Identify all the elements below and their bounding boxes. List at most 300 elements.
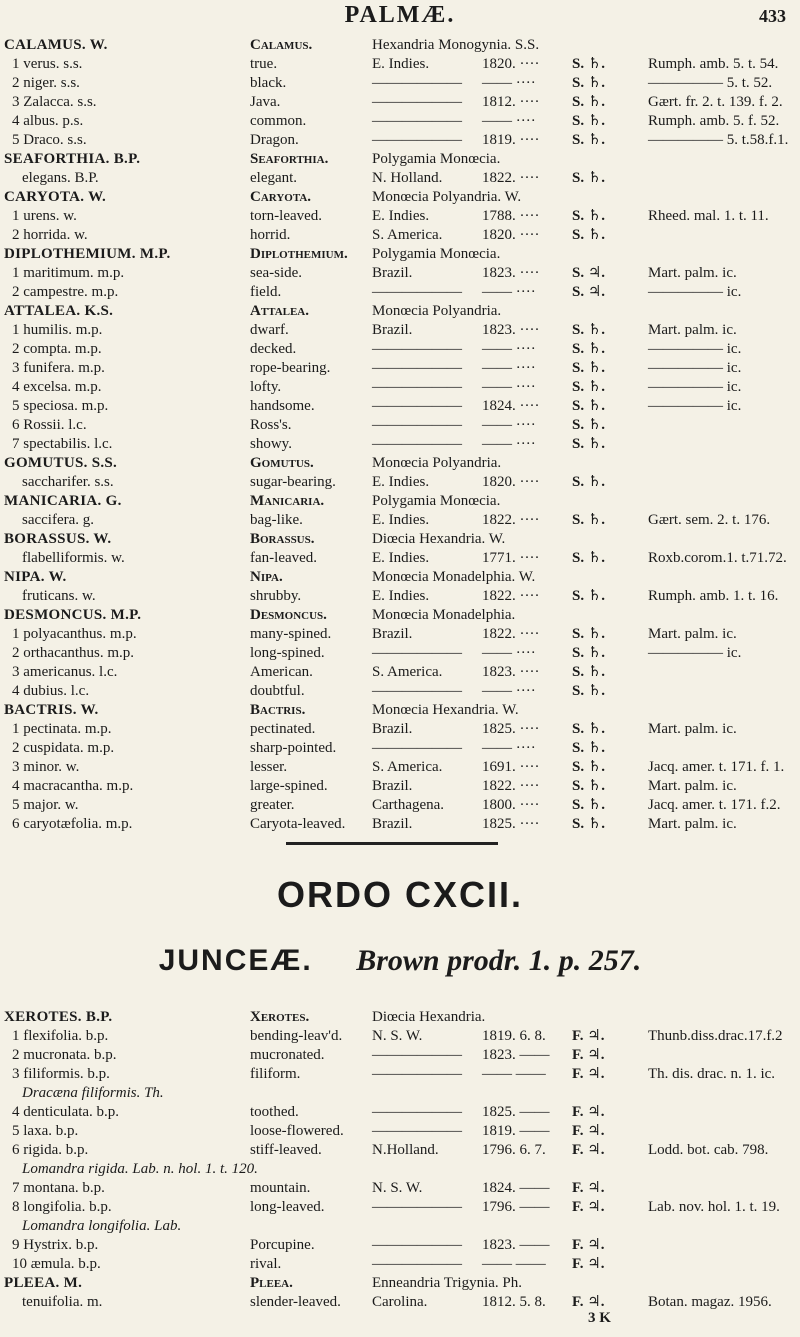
species-row bbox=[0, 682, 800, 701]
common-name: rival. bbox=[250, 1256, 282, 1272]
genus-vernacular: Calamus. bbox=[250, 37, 313, 53]
taxon-name: 3 filiformis. b.p. bbox=[12, 1066, 110, 1082]
genus-row bbox=[0, 568, 800, 587]
introduction-year: 1788. ···· bbox=[482, 208, 540, 224]
figure-reference: Gært. fr. 2. t. 139. f. 2. bbox=[648, 94, 783, 110]
native-country: N. S. W. bbox=[372, 1028, 423, 1044]
figure-reference: Mart. palm. ic. bbox=[648, 626, 737, 642]
native-country: —————— bbox=[372, 341, 462, 357]
common-name: mucronated. bbox=[250, 1047, 325, 1063]
figure-reference: ————— ic. bbox=[648, 645, 742, 661]
taxon-name: 8 longifolia. b.p. bbox=[12, 1199, 112, 1215]
taxon-name: Dracæna filiformis. Th. bbox=[22, 1085, 164, 1101]
taxon-name: 2 cuspidata. m.p. bbox=[12, 740, 115, 756]
taxon-name: 1 maritimum. m.p. bbox=[12, 265, 125, 281]
native-country: E. Indies. bbox=[372, 550, 430, 566]
linnaean-class: Polygamia Monœcia. bbox=[372, 151, 501, 167]
native-country: Brazil. bbox=[372, 816, 413, 832]
species-row bbox=[0, 1141, 800, 1160]
species-row bbox=[0, 644, 800, 663]
genus-row bbox=[0, 245, 800, 264]
common-name: filiform. bbox=[250, 1066, 301, 1082]
palmae-catalogue-section bbox=[0, 36, 800, 834]
habit-symbol: S. ♃. bbox=[572, 284, 606, 300]
introduction-year: —— —— bbox=[482, 1066, 546, 1082]
genus-vernacular: Borassus. bbox=[250, 531, 315, 547]
native-country: —————— bbox=[372, 113, 462, 129]
introduction-year: 1822. ···· bbox=[482, 778, 540, 794]
species-row bbox=[0, 796, 800, 815]
habit-symbol: S. ♄. bbox=[572, 645, 606, 661]
species-row bbox=[0, 112, 800, 131]
taxon-name: 6 Rossii. l.c. bbox=[12, 417, 87, 433]
introduction-year: 1822. ···· bbox=[482, 170, 540, 186]
taxon-name: 3 minor. w. bbox=[12, 759, 80, 775]
tribe-reference: Brown prodr. 1. p. 257. bbox=[356, 944, 642, 977]
common-name: many-spined. bbox=[250, 626, 332, 642]
habit-symbol: S. ♄. bbox=[572, 436, 606, 452]
native-country: —————— bbox=[372, 360, 462, 376]
native-country: N. S. W. bbox=[372, 1180, 423, 1196]
taxon-name: DESMONCUS. M.P. bbox=[4, 607, 142, 623]
taxon-name: BACTRIS. W. bbox=[4, 702, 99, 718]
taxon-name: 1 flexifolia. b.p. bbox=[12, 1028, 109, 1044]
linnaean-class: Monœcia Hexandria. W. bbox=[372, 702, 519, 718]
common-name: dwarf. bbox=[250, 322, 289, 338]
genus-vernacular: Xerotes. bbox=[250, 1009, 310, 1025]
common-name: slender-leaved. bbox=[250, 1294, 341, 1310]
common-name: loose-flowered. bbox=[250, 1123, 344, 1139]
genus-vernacular: Diplothemium. bbox=[250, 246, 348, 262]
native-country: —————— bbox=[372, 1104, 462, 1120]
habit-symbol: S. ♄. bbox=[572, 740, 606, 756]
habit-symbol: S. ♄. bbox=[572, 797, 606, 813]
native-country: —————— bbox=[372, 683, 462, 699]
species-row bbox=[0, 55, 800, 74]
native-country: —————— bbox=[372, 1123, 462, 1139]
habit-symbol: S. ♄. bbox=[572, 379, 606, 395]
native-country: —————— bbox=[372, 1256, 462, 1272]
habit-symbol: S. ♄. bbox=[572, 512, 606, 528]
taxon-name: ATTALEA. K.S. bbox=[4, 303, 114, 319]
common-name: long-leaved. bbox=[250, 1199, 325, 1215]
figure-reference: ————— ic. bbox=[648, 398, 742, 414]
junceae-catalogue-section bbox=[0, 1008, 800, 1312]
genus-vernacular: Desmoncus. bbox=[250, 607, 327, 623]
figure-reference: Jacq. amer. t. 171. f.2. bbox=[648, 797, 781, 813]
tribe-name: JUNCEÆ. bbox=[158, 944, 313, 977]
figure-reference: Mart. palm. ic. bbox=[648, 816, 737, 832]
taxon-name: 4 excelsa. m.p. bbox=[12, 379, 102, 395]
species-row bbox=[0, 1255, 800, 1274]
habit-symbol: S. ♄. bbox=[572, 227, 606, 243]
linnaean-class: Polygamia Monœcia. bbox=[372, 493, 501, 509]
species-row bbox=[0, 1084, 800, 1103]
introduction-year: 1820. ···· bbox=[482, 56, 540, 72]
native-country: E. Indies. bbox=[372, 512, 430, 528]
taxon-name: fruticans. w. bbox=[22, 588, 96, 604]
introduction-year: —— ···· bbox=[482, 740, 536, 756]
species-row bbox=[0, 340, 800, 359]
linnaean-class: Polygamia Monœcia. bbox=[372, 246, 501, 262]
introduction-year: —— ···· bbox=[482, 341, 536, 357]
genus-row bbox=[0, 188, 800, 207]
habit-symbol: S. ♄. bbox=[572, 341, 606, 357]
common-name: shrubby. bbox=[250, 588, 302, 604]
native-country: —————— bbox=[372, 417, 462, 433]
genus-row bbox=[0, 701, 800, 720]
linnaean-class: Monœcia Polyandria. W. bbox=[372, 189, 522, 205]
taxon-name: 2 orthacanthus. m.p. bbox=[12, 645, 135, 661]
taxon-name: 6 rigida. b.p. bbox=[12, 1142, 89, 1158]
common-name: decked. bbox=[250, 341, 297, 357]
native-country: Brazil. bbox=[372, 265, 413, 281]
native-country: E. Indies. bbox=[372, 588, 430, 604]
common-name: showy. bbox=[250, 436, 292, 452]
linnaean-class: Hexandria Monogynia. S.S. bbox=[372, 37, 540, 53]
species-row bbox=[0, 739, 800, 758]
genus-vernacular: Caryota. bbox=[250, 189, 312, 205]
habit-symbol: F. ♃. bbox=[572, 1142, 605, 1158]
species-row bbox=[0, 549, 800, 568]
habit-symbol: F. ♃. bbox=[572, 1066, 605, 1082]
order-heading: ORDO CXCII. bbox=[276, 874, 523, 915]
introduction-year: 1812. 5. 8. bbox=[482, 1294, 546, 1310]
native-country: —————— bbox=[372, 645, 462, 661]
figure-reference: Thunb.diss.drac.17.f.2 bbox=[648, 1028, 783, 1044]
introduction-year: —— ···· bbox=[482, 645, 536, 661]
native-country: —————— bbox=[372, 379, 462, 395]
habit-symbol: S. ♄. bbox=[572, 113, 606, 129]
introduction-year: 1825. ···· bbox=[482, 721, 540, 737]
native-country: E. Indies. bbox=[372, 208, 430, 224]
native-country: Carolina. bbox=[372, 1294, 428, 1310]
species-row bbox=[0, 435, 800, 454]
taxon-name: 5 speciosa. m.p. bbox=[12, 398, 109, 414]
species-row bbox=[0, 1046, 800, 1065]
habit-symbol: S. ♄. bbox=[572, 626, 606, 642]
figure-reference: ————— ic. bbox=[648, 341, 742, 357]
common-name: true. bbox=[250, 56, 278, 72]
genus-vernacular: Attalea. bbox=[250, 303, 310, 319]
introduction-year: 1823. ···· bbox=[482, 265, 540, 281]
native-country: —————— bbox=[372, 1199, 462, 1215]
introduction-year: 1822. ···· bbox=[482, 588, 540, 604]
species-row bbox=[0, 93, 800, 112]
species-row bbox=[0, 625, 800, 644]
taxon-name: 2 horrida. w. bbox=[12, 227, 88, 243]
species-row bbox=[0, 758, 800, 777]
figure-reference: Gært. sem. 2. t. 176. bbox=[648, 512, 771, 528]
taxon-name: 2 campestre. m.p. bbox=[12, 284, 119, 300]
taxon-name: PLEEA. M. bbox=[4, 1275, 83, 1291]
taxon-name: NIPA. W. bbox=[4, 569, 67, 585]
species-row bbox=[0, 1236, 800, 1255]
native-country: —————— bbox=[372, 1066, 462, 1082]
native-country: —————— bbox=[372, 740, 462, 756]
taxon-name: 4 albus. p.s. bbox=[12, 113, 84, 129]
taxon-name: 3 Zalacca. s.s. bbox=[12, 94, 97, 110]
species-row bbox=[0, 1122, 800, 1141]
figure-reference: Mart. palm. ic. bbox=[648, 721, 737, 737]
tribe-heading bbox=[0, 944, 800, 978]
native-country: E. Indies. bbox=[372, 474, 430, 490]
native-country: E. Indies. bbox=[372, 56, 430, 72]
taxon-name: 6 caryotæfolia. m.p. bbox=[12, 816, 133, 832]
common-name: Dragon. bbox=[250, 132, 299, 148]
species-row bbox=[0, 321, 800, 340]
common-name: large-spined. bbox=[250, 778, 328, 794]
introduction-year: 1800. ···· bbox=[482, 797, 540, 813]
taxon-name: SEAFORTHIA. B.P. bbox=[4, 151, 141, 167]
native-country: N. Holland. bbox=[372, 170, 443, 186]
common-name: Caryota-leaved. bbox=[250, 816, 346, 832]
figure-reference: Jacq. amer. t. 171. f. 1. bbox=[648, 759, 785, 775]
species-row bbox=[0, 226, 800, 245]
species-row bbox=[0, 1160, 800, 1179]
habit-symbol: S. ♃. bbox=[572, 265, 606, 281]
species-row bbox=[0, 1179, 800, 1198]
common-name: sugar-bearing. bbox=[250, 474, 336, 490]
common-name: handsome. bbox=[250, 398, 315, 414]
genus-vernacular: Pleea. bbox=[250, 1275, 293, 1291]
taxon-name: elegans. B.P. bbox=[22, 170, 99, 186]
linnaean-class: Monœcia Polyandria. bbox=[372, 303, 502, 319]
taxon-name: 5 laxa. b.p. bbox=[12, 1123, 79, 1139]
native-country: —————— bbox=[372, 1047, 462, 1063]
introduction-year: 1819. —— bbox=[482, 1123, 550, 1139]
habit-symbol: S. ♄. bbox=[572, 778, 606, 794]
habit-symbol: F. ♃. bbox=[572, 1180, 605, 1196]
species-row bbox=[0, 264, 800, 283]
figure-reference: ————— ic. bbox=[648, 379, 742, 395]
genus-vernacular: Nipa. bbox=[250, 569, 283, 585]
introduction-year: 1824. —— bbox=[482, 1180, 550, 1196]
habit-symbol: S. ♄. bbox=[572, 208, 606, 224]
common-name: common. bbox=[250, 113, 307, 129]
taxon-name: 9 Hystrix. b.p. bbox=[12, 1237, 99, 1253]
species-row bbox=[0, 359, 800, 378]
genus-row bbox=[0, 606, 800, 625]
figure-reference: ————— ic. bbox=[648, 360, 742, 376]
page-header bbox=[0, 2, 800, 34]
introduction-year: 1796. —— bbox=[482, 1199, 550, 1215]
taxon-name: 1 verus. s.s. bbox=[12, 56, 83, 72]
taxon-name: DIPLOTHEMIUM. M.P. bbox=[4, 246, 171, 262]
species-row bbox=[0, 720, 800, 739]
habit-symbol: S. ♄. bbox=[572, 322, 606, 338]
taxon-name: XEROTES. B.P. bbox=[4, 1009, 113, 1025]
taxon-name: Lomandra longifolia. Lab. bbox=[22, 1218, 182, 1234]
habit-symbol: S. ♄. bbox=[572, 398, 606, 414]
taxon-name: 1 polyacanthus. m.p. bbox=[12, 626, 137, 642]
figure-reference: Rumph. amb. 5. t. 54. bbox=[648, 56, 779, 72]
habit-symbol: F. ♃. bbox=[572, 1237, 605, 1253]
introduction-year: 1823. ···· bbox=[482, 664, 540, 680]
species-row bbox=[0, 1293, 800, 1312]
common-name: Porcupine. bbox=[250, 1237, 315, 1253]
common-name: horrid. bbox=[250, 227, 291, 243]
native-country: —————— bbox=[372, 1237, 462, 1253]
figure-reference: Th. dis. drac. n. 1. ic. bbox=[648, 1066, 776, 1082]
introduction-year: —— ···· bbox=[482, 436, 536, 452]
genus-vernacular: Manicaria. bbox=[250, 493, 325, 509]
habit-symbol: S. ♄. bbox=[572, 759, 606, 775]
species-row bbox=[0, 1198, 800, 1217]
figure-reference: Mart. palm. ic. bbox=[648, 778, 737, 794]
genus-row bbox=[0, 492, 800, 511]
introduction-year: 1819. 6. 8. bbox=[482, 1028, 546, 1044]
native-country: —————— bbox=[372, 284, 462, 300]
taxon-name: 5 Draco. s.s. bbox=[12, 132, 87, 148]
habit-symbol: S. ♄. bbox=[572, 417, 606, 433]
habit-symbol: F. ♃. bbox=[572, 1047, 605, 1063]
figure-reference: Roxb.corom.1. t.71.72. bbox=[648, 550, 787, 566]
introduction-year: —— ···· bbox=[482, 113, 536, 129]
page-number: 433 bbox=[759, 6, 786, 26]
figure-reference: Lodd. bot. cab. 798. bbox=[648, 1142, 769, 1158]
common-name: torn-leaved. bbox=[250, 208, 323, 224]
native-country: —————— bbox=[372, 132, 462, 148]
common-name: bending-leav'd. bbox=[250, 1028, 343, 1044]
common-name: lofty. bbox=[250, 379, 282, 395]
species-row bbox=[0, 283, 800, 302]
figure-reference: Mart. palm. ic. bbox=[648, 265, 737, 281]
habit-symbol: S. ♄. bbox=[572, 170, 606, 186]
introduction-year: 1796. 6. 7. bbox=[482, 1142, 546, 1158]
common-name: mountain. bbox=[250, 1180, 311, 1196]
species-row bbox=[0, 1103, 800, 1122]
genus-vernacular: Seaforthia. bbox=[250, 151, 329, 167]
habit-symbol: S. ♄. bbox=[572, 550, 606, 566]
introduction-year: 1822. ···· bbox=[482, 512, 540, 528]
species-row bbox=[0, 1217, 800, 1236]
native-country: S. America. bbox=[372, 227, 443, 243]
figure-reference: Lab. nov. hol. 1. t. 19. bbox=[648, 1199, 780, 1215]
taxon-name: 4 denticulata. b.p. bbox=[12, 1104, 120, 1120]
introduction-year: 1824. ···· bbox=[482, 398, 540, 414]
common-name: sharp-pointed. bbox=[250, 740, 337, 756]
habit-symbol: S. ♄. bbox=[572, 360, 606, 376]
genus-row bbox=[0, 1274, 800, 1293]
common-name: toothed. bbox=[250, 1104, 299, 1120]
common-name: lesser. bbox=[250, 759, 288, 775]
common-name: black. bbox=[250, 75, 287, 91]
figure-reference: ————— 5. t.58.f.1. bbox=[648, 132, 789, 148]
introduction-year: 1825. ···· bbox=[482, 816, 540, 832]
taxon-name: Lomandra rigida. Lab. n. hol. 1. t. 120. bbox=[22, 1161, 258, 1177]
common-name: elegant. bbox=[250, 170, 298, 186]
native-country: Brazil. bbox=[372, 322, 413, 338]
genus-row bbox=[0, 302, 800, 321]
native-country: —————— bbox=[372, 75, 462, 91]
taxon-name: tenuifolia. m. bbox=[22, 1294, 103, 1310]
figure-reference: Botan. magaz. 1956. bbox=[648, 1294, 772, 1310]
taxon-name: BORASSUS. W. bbox=[4, 531, 112, 547]
taxon-name: 2 niger. s.s. bbox=[12, 75, 80, 91]
species-row bbox=[0, 74, 800, 93]
habit-symbol: F. ♃. bbox=[572, 1256, 605, 1272]
taxon-name: 2 compta. m.p. bbox=[12, 341, 102, 357]
introduction-year: 1820. ···· bbox=[482, 474, 540, 490]
figure-reference: Rheed. mal. 1. t. 11. bbox=[648, 208, 769, 224]
introduction-year: —— ···· bbox=[482, 683, 536, 699]
species-row bbox=[0, 815, 800, 834]
common-name: stiff-leaved. bbox=[250, 1142, 322, 1158]
habit-symbol: S. ♄. bbox=[572, 816, 606, 832]
habit-symbol: F. ♃. bbox=[572, 1199, 605, 1215]
running-title: PALMÆ. bbox=[344, 2, 456, 28]
common-name: doubtful. bbox=[250, 683, 305, 699]
common-name: sea-side. bbox=[250, 265, 303, 281]
figure-reference: Rumph. amb. 1. t. 16. bbox=[648, 588, 779, 604]
taxon-name: 1 humilis. m.p. bbox=[12, 322, 103, 338]
common-name: field. bbox=[250, 284, 282, 300]
habit-symbol: S. ♄. bbox=[572, 683, 606, 699]
introduction-year: 1812. ···· bbox=[482, 94, 540, 110]
common-name: fan-leaved. bbox=[250, 550, 318, 566]
introduction-year: 1819. ···· bbox=[482, 132, 540, 148]
habit-symbol: S. ♄. bbox=[572, 94, 606, 110]
taxon-name: 5 major. w. bbox=[12, 797, 79, 813]
species-row bbox=[0, 663, 800, 682]
introduction-year: 1771. ···· bbox=[482, 550, 540, 566]
common-name: bag-like. bbox=[250, 512, 303, 528]
linnaean-class: Diœcia Hexandria. W. bbox=[372, 531, 506, 547]
figure-reference: ————— 5. t. 52. bbox=[648, 75, 773, 91]
habit-symbol: F. ♃. bbox=[572, 1123, 605, 1139]
habit-symbol: F. ♃. bbox=[572, 1028, 605, 1044]
species-row bbox=[0, 473, 800, 492]
section-divider bbox=[286, 842, 498, 845]
taxon-name: 2 mucronata. b.p. bbox=[12, 1047, 117, 1063]
taxon-name: 4 dubius. l.c. bbox=[12, 683, 90, 699]
linnaean-class: Monœcia Polyandria. bbox=[372, 455, 502, 471]
genus-vernacular: Bactris. bbox=[250, 702, 306, 718]
genus-row bbox=[0, 530, 800, 549]
taxon-name: saccharifer. s.s. bbox=[22, 474, 114, 490]
genus-row bbox=[0, 1008, 800, 1027]
taxon-name: CARYOTA. W. bbox=[4, 189, 107, 205]
native-country: —————— bbox=[372, 436, 462, 452]
introduction-year: —— —— bbox=[482, 1256, 546, 1272]
species-row bbox=[0, 587, 800, 606]
common-name: long-spined. bbox=[250, 645, 325, 661]
species-row bbox=[0, 416, 800, 435]
common-name: Ross's. bbox=[250, 417, 292, 433]
taxon-name: flabelliformis. w. bbox=[22, 550, 125, 566]
taxon-name: 10 æmula. b.p. bbox=[12, 1256, 101, 1272]
figure-reference: Mart. palm. ic. bbox=[648, 322, 737, 338]
common-name: rope-bearing. bbox=[250, 360, 331, 376]
introduction-year: 1823. —— bbox=[482, 1047, 550, 1063]
introduction-year: —— ···· bbox=[482, 379, 536, 395]
native-country: Carthagena. bbox=[372, 797, 445, 813]
linnaean-class: Monœcia Monadelphia. bbox=[372, 607, 516, 623]
species-row bbox=[0, 169, 800, 188]
native-country: Brazil. bbox=[372, 626, 413, 642]
introduction-year: 1822. ···· bbox=[482, 626, 540, 642]
genus-vernacular: Gomutus. bbox=[250, 455, 314, 471]
introduction-year: 1825. —— bbox=[482, 1104, 550, 1120]
habit-symbol: S. ♄. bbox=[572, 664, 606, 680]
linnaean-class: Enneandria Trigynia. Ph. bbox=[372, 1275, 522, 1291]
taxon-name: CALAMUS. W. bbox=[4, 37, 108, 53]
taxon-name: 4 macracantha. m.p. bbox=[12, 778, 134, 794]
habit-symbol: S. ♄. bbox=[572, 721, 606, 737]
genus-row bbox=[0, 36, 800, 55]
signature-mark: 3 K bbox=[588, 1310, 611, 1326]
